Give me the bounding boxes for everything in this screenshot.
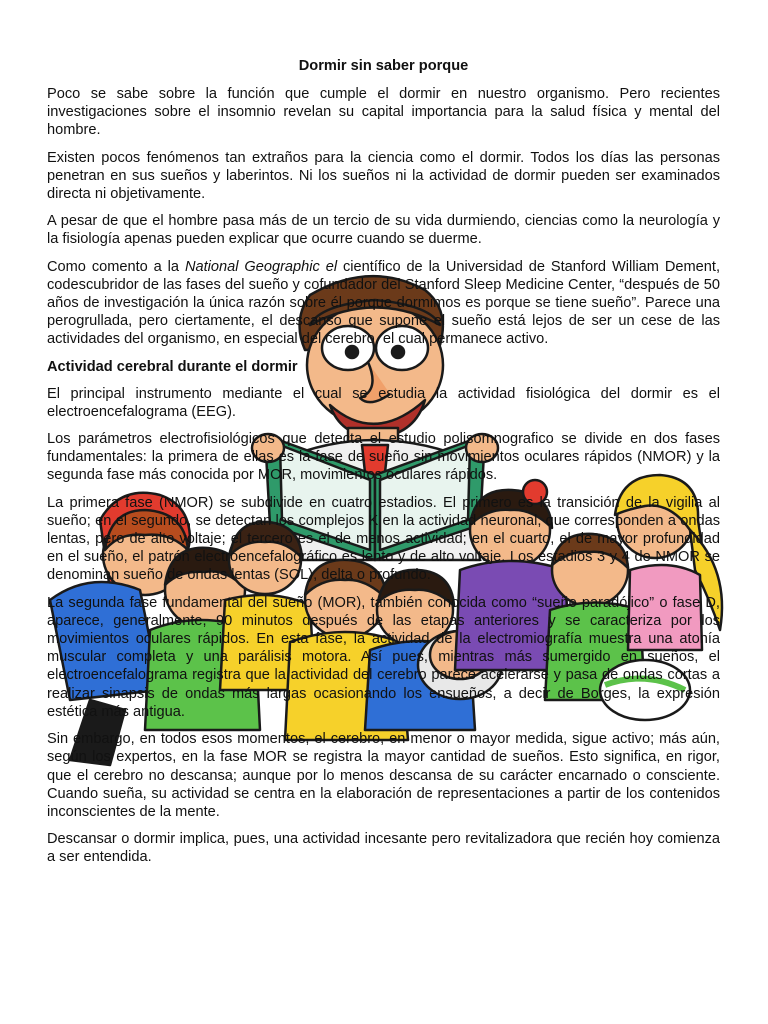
paragraph-text: Como comento a la — [47, 258, 185, 275]
paragraph: El principal instrumento mediante el cual se estudia la actividad fisiológica del dormir es el electroencefalograma (EEG). — [47, 385, 720, 420]
paragraph-national-geographic — [47, 258, 720, 349]
paragraph: La segunda fase fundamental del sueño (MOR), también conocida como “sueño paradójico” o fase D, aparece, generalmente, 90 minutos después de las etapas anteriores y se caracteriza por los movimientos oculares rápidos. En esta fase, la actividad de la electromiografía muestra una atonía muscular completa y una parálisis motora. Así pues, mientras más sumergido en sueños, el electroencefalograma registra que la actividad del cerebro parece acelerarse y pasa de ondas cortas a realizar sinapsis de ondas más largas ocasionando los ensueños, a decir de Borges, la expresión estética más antigua. — [47, 594, 720, 720]
paragraph: A pesar de que el hombre pasa más de un tercio de su vida durmiendo, ciencias como la neurología y la fisiología apenas pueden explicar que ocurre cuando se duerme. — [47, 213, 720, 248]
paragraph: Descansar o dormir implica, pues, una actividad incesante pero revitalizadora que recién hoy comienza a ser entendida. — [47, 831, 720, 866]
document-content — [47, 57, 720, 876]
paragraph-text: científico de la Universidad de Stanford William Dement, codescubridor de las fases del sueño y cofundador del Stanford Sleep Medicine Center, “después de 50 años de investigación la única razón sobre él porque dormimos es porque se tiene sueño”. Parece una perogrullada, pero ciertamente, el descanso que supone el sueño está lejos de ser un cese de las actividades del organismo, en especial del cerebro, el cual permanece activo. — [47, 258, 720, 348]
publication-name: National Geographic el — [184, 258, 338, 275]
paragraph: La primera fase (NMOR) se subdivide en cuatro estadios. El primero es la transición de la vigilia al sueño; en el segundo, se detectan los complejos K en la actividad neuronal, que corresponden a ondas lentas, pero de alto voltaje; el tercero es el de menos actividad; en el cuarto, el de mayor profundidad en el sueño, el patrón electroencefalográfico es lento y de alto voltaje. Los estadios 3 y 4 de NMOR se denominan sueño de ondas lentas (SOL), delta o profundo. — [47, 494, 720, 584]
paragraph: Los parámetros electrofisiológicos que detecta el estudio polisomnografico se divide en dos fases fundamentales: la primera de ellas es la fase de sueño sin movimientos oculares rápidos (NMOR) y la segunda fase más conocida por MOR, movimientos oculares rápidos. — [47, 431, 720, 484]
paragraph: Poco se sabe sobre la función que cumple el dormir en nuestro organismo. Pero recientes investigaciones sobre el insomnio revelan su capital importancia para la salud física y mental del hombre. — [47, 86, 720, 139]
paragraph: Sin embargo, en todos esos momentos, el cerebro, en menor o mayor medida, sigue activo; más aún, según los expertos, en la fase MOR se registra la mayor cantidad de sueños. Esto significa, en rigor, que el cerebro no descansa; aunque por lo menos descansa de su carácter encarnado o consciente. Cuando sueña, su actividad se centra en la elaboración de representaciones a partir de los contenidos inconscientes de la mente. — [47, 731, 720, 820]
document-title: Dormir sin saber porque — [298, 58, 469, 74]
section-heading: Actividad cerebral durante el dormir — [47, 358, 298, 375]
paragraph: Existen pocos fenómenos tan extraños para la ciencia como el dormir. Todos los días las personas penetran en sus sueños y laberintos. Ni los sueños ni la actividad de dormir pueden ser examinados directa ni objetivamente. — [47, 149, 720, 203]
